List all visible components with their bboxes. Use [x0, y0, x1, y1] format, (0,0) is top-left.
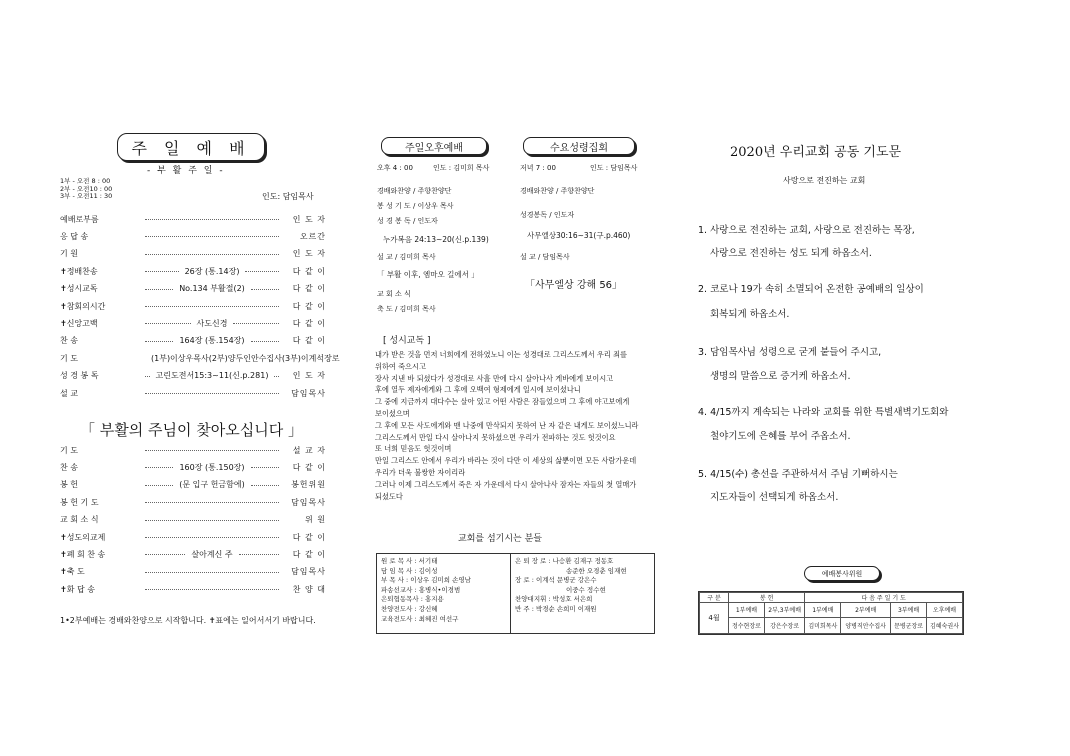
prayer-line: 4. 4/15까지 계속되는 나라와 교회를 위한 특별새벽기도회와 [698, 407, 949, 418]
wed-time: 저녁 7 : 00 [520, 164, 556, 172]
staff-line: 부 목 사 : 이상우 김미희 손영남 [381, 576, 471, 585]
order-leader: 인 도 자 [292, 214, 326, 224]
order-detail: 사도신경 [196, 318, 228, 328]
reading-title: [ 성시교독 ] [383, 336, 431, 346]
order-dots [245, 270, 279, 272]
pm-line: 봉 성 기 도 / 이상우 목사 [377, 202, 454, 210]
reading-line: 우리가 더욱 불쌍한 자이리라 [375, 467, 466, 477]
order-leader: 찬 양 대 [292, 584, 326, 594]
order-row [60, 335, 326, 347]
reading-line: 후에 열두 제자에게와 그 후에 오백여 형제에게 일시에 보이셨나니 [375, 385, 581, 395]
order-label: 찬 송 [60, 462, 78, 472]
order-detail: 26장 (통.14장) [184, 266, 240, 276]
afternoon-service-title-box [381, 137, 487, 155]
staff-line: 반 주 : 박경순 손희미 이재원 [515, 604, 597, 613]
order-leader: 다 같 이 [292, 336, 326, 346]
wed-line: 경배와찬양 / 주향찬양단 [520, 187, 595, 195]
order-label: 기 도 [60, 445, 78, 455]
order-label: 기 도 [60, 353, 78, 363]
pm-line: 경배와찬양 / 주향찬양단 [377, 187, 452, 195]
prayer-line: 5. 4/15(수) 총선을 주관하셔서 주님 기뻐하시는 [698, 469, 898, 480]
order-label: 응 답 송 [60, 231, 89, 241]
order-dots [145, 484, 173, 486]
order-dots [251, 288, 279, 290]
header-gubun: 구 분 [700, 593, 729, 603]
order-label: 설 교 [60, 388, 78, 398]
order-row [60, 461, 326, 473]
order-dots [251, 484, 279, 486]
order-detail: (1부)이상우목사(2부)양두인안수집사(3부)이계석장로 [151, 353, 340, 363]
pm-line: 성 경 봉 독 / 인도자 [377, 217, 438, 225]
order-leader: 봉헌위원 [291, 480, 326, 490]
order-leader: 위 원 [305, 515, 326, 525]
order-label: ✝정배찬송 [60, 266, 98, 276]
order-dots [145, 288, 173, 290]
reading-line: 또 너희 믿음도 헛것이며 [375, 444, 452, 454]
prayer-title: 2020년 우리교회 공동 기도문 [730, 145, 902, 160]
afternoon-service-title: 주일오후예배 [405, 142, 463, 154]
prayer-line: 1. 사랑으로 전진하는 교회, 사랑으로 전진하는 목장, [698, 225, 915, 236]
order-detail: 고린도전서15:3~11(신.p.281) [155, 371, 269, 381]
order-leader: 인 도 자 [292, 249, 326, 259]
order-dots [145, 588, 279, 590]
name-cell: 양병직안수집사 [841, 617, 891, 633]
order-row [60, 479, 326, 491]
staff-line: 교육전도사 : 최혜진 여선구 [381, 614, 459, 623]
order-leader: 다 같 이 [292, 266, 326, 276]
order-row [60, 300, 326, 312]
order-dots [145, 392, 279, 394]
order-row [60, 566, 326, 578]
order-dots [145, 375, 150, 377]
order-leader: 다 같 이 [292, 318, 327, 328]
order-leader: 다 같 이 [292, 284, 326, 294]
order-dots [145, 253, 279, 255]
order-label: ✝참회의시간 [60, 301, 106, 311]
staff-title: 교회를 섬기시는 분들 [458, 534, 542, 544]
header-next-prayer: 다 음 주 일 기 도 [805, 593, 963, 603]
order-dots [145, 322, 191, 324]
order-dots [145, 519, 279, 521]
order-label: ✝성시교독 [60, 284, 98, 294]
order-dots [145, 571, 279, 573]
order-label: ✝화 답 송 [60, 584, 95, 594]
order-row [60, 265, 326, 277]
order-row [60, 213, 326, 225]
service-time: 3부 - 오전11 : 30 [60, 192, 113, 200]
wednesday-service-title-box [523, 137, 635, 155]
wed-leader: 인도 : 담임목사 [590, 164, 638, 172]
order-detail: 160장 (통.150장) [179, 462, 245, 472]
order-row [60, 531, 326, 543]
reading-line: 위하여 죽으시고 [375, 361, 426, 371]
staff-line: 찬양대지휘 : 박성호 서은희 [515, 595, 593, 604]
order-label: 찬 송 [60, 336, 78, 346]
service-times [60, 178, 112, 201]
worship-committee-title-box [804, 566, 880, 581]
staff-line: 송준한 오경춘 임재현 [566, 566, 627, 575]
staff-line: 파송선교사 : 홍병식•이경범 [381, 585, 461, 594]
wed-sermon-title: 「사무엘상 강해 56」 [525, 280, 623, 291]
order-dots [145, 553, 185, 555]
order-leader: 설 교 자 [292, 445, 326, 455]
order-dots [251, 340, 279, 342]
order-dots [251, 466, 279, 468]
prayer-line: 철야기도에 은혜를 부어 주옵소서. [710, 431, 851, 442]
reading-line: 그리스도께서 만일 다시 살아나지 못하셨으면 우리가 전파하는 것도 헛것이요 [375, 432, 616, 442]
main-service-title: 주 일 예 배 [131, 138, 251, 158]
order-leader: 담임목사 [291, 567, 326, 577]
name-cell: 김미희목사 [805, 617, 841, 633]
order-leader: 다 같 이 [292, 532, 326, 542]
order-label: ✝신앙고백 [60, 318, 98, 328]
staff-right-col [511, 554, 654, 633]
order-detail: (문 입구 헌금함에) [179, 480, 245, 490]
order-row [60, 548, 326, 560]
order-label: ✝폐 회 찬 송 [60, 549, 106, 559]
staff-line: 장 로 : 이계석 문병군 강은수 [515, 576, 597, 585]
reading-line: 만일 그리스도 안에서 우리가 바라는 것이 다만 이 세상의 삶뿐이면 모든 사람가운데 [375, 456, 637, 466]
wed-line: 설 교 / 담임목사 [520, 253, 570, 261]
sermon-title: 「 부활의 주님이 찾아오십니다 」 [80, 421, 303, 439]
staff-line: 찬양전도사 : 강신혜 [381, 604, 438, 613]
pm-leader: 인도 : 김미희 목사 [433, 164, 490, 172]
order-leader: 오르간 [299, 231, 326, 241]
prayer-line: 지도자들이 선택되게 하옵소서. [710, 492, 839, 503]
order-detail: No.134 부활절(2) [179, 284, 245, 294]
order-label: 성 경 봉 독 [60, 371, 99, 381]
order-leader: 다 같 이 [292, 549, 326, 559]
order-label: 봉 헌 기 도 [60, 497, 99, 507]
sub-header: 오후예배 [927, 603, 963, 617]
order-dots [239, 553, 279, 555]
presider: 인도: 담임목사 [262, 192, 314, 201]
order-leader: 담임목사 [291, 497, 326, 507]
staff-left-col [377, 554, 511, 633]
order-row [60, 514, 326, 526]
order-row [60, 230, 326, 242]
order-dots [274, 375, 279, 377]
order-leader: 인 도 자 [292, 371, 326, 381]
order-label: ✝축 도 [60, 567, 85, 577]
order-label: 예배로부름 [60, 214, 99, 224]
reading-line: 보이셨으며 [375, 408, 410, 418]
wed-line: 사무엘상30:16~31(구.p.460) [527, 231, 631, 240]
order-row [60, 317, 326, 329]
order-dots [233, 322, 279, 324]
pm-line: 교 회 소 식 [377, 290, 411, 298]
pm-line: 축 도 / 김미희 목사 [377, 305, 436, 313]
order-dots [145, 501, 279, 503]
order-leader: 다 같 이 [292, 462, 326, 472]
staff-box [376, 553, 655, 634]
pm-sermon-title: 「 부활 이후, 엠마오 길에서 」 [377, 270, 479, 279]
reading-line: 그러나 이제 그리스도께서 죽은 자 가운데서 다시 살아나사 잠자는 자들의 첫 열매가 [375, 479, 637, 489]
sub-header: 3부예배 [891, 603, 927, 617]
order-dots [145, 466, 173, 468]
order-dots [145, 340, 173, 342]
prayer-subtitle: 사랑으로 전진하는 교회 [783, 176, 866, 185]
order-dots [145, 449, 279, 451]
staff-line: 은 퇴 장 로 : 나승환 김재구 정동호 [515, 557, 614, 565]
order-dots [145, 305, 279, 307]
order-row [60, 387, 326, 399]
order-row [60, 370, 326, 382]
order-row [60, 248, 326, 260]
prayer-line: 3. 담임목사님 성령으로 굳게 붙들어 주시고, [698, 347, 882, 358]
name-cell: 강은수장로 [764, 617, 804, 633]
order-row [60, 352, 340, 364]
order-dots [145, 235, 279, 237]
pm-line: 누가복음 24:13~20(신.p.139) [383, 235, 489, 244]
reading-line: 그 중에 지금까지 대다수는 살아 있고 어떤 사람은 잠들었으며 그 후에 야고보에게 [375, 397, 630, 407]
staff-line: 담 임 목 사 : 김이성 [381, 566, 438, 575]
service-time: 2부 - 오전10 : 00 [60, 184, 113, 193]
worship-committee-table [698, 591, 964, 635]
sub-header: 2부,3부예배 [764, 603, 804, 617]
order-row [60, 283, 326, 295]
name-cell: 문병군장로 [891, 617, 927, 633]
month-cell: 4월 [700, 603, 729, 634]
order-row [60, 444, 326, 456]
order-detail: 164장 (통.154장) [179, 336, 245, 346]
reading-line: 장사 지낸 바 되셨다가 성경대로 사흘 만에 다시 살아나사 게바에게 보이시고 [375, 373, 614, 383]
order-label: 교 회 소 식 [60, 515, 99, 525]
reading-line: 되셨도다 [375, 491, 403, 501]
pm-time: 오후 4 : 00 [377, 164, 413, 172]
order-leader: 다 같 이 [292, 301, 326, 311]
prayer-line: 사랑으로 전진하는 성도 되게 하옵소서. [710, 248, 872, 259]
reading-line: 내가 받은 것을 먼저 너희에게 전하였노니 이는 성경대로 그리스도께서 우리 죄를 [375, 350, 627, 359]
prayer-line: 생명의 말씀으로 증거케 하옵소서. [710, 371, 851, 382]
order-dots [145, 270, 179, 272]
wednesday-service-title: 수요성령집회 [550, 142, 608, 154]
order-dots [145, 218, 279, 220]
prayer-line: 2. 코로나 19가 속히 소멸되어 온전한 공예배의 일상이 [698, 284, 924, 295]
responsive-reading [375, 349, 670, 502]
footnote: 1•2부예배는 경배와찬양으로 시작합니다. ✝표에는 일어서서기 바랍니다. [60, 616, 316, 625]
order-dots [145, 536, 279, 538]
pm-line: 설 교 / 김미희 목사 [377, 253, 436, 261]
staff-line: 은퇴협동목사 : 홍지용 [381, 595, 444, 604]
sub-header: 2부예배 [841, 603, 891, 617]
header-offering: 봉 헌 [729, 593, 805, 603]
main-service-title-box [117, 133, 265, 161]
order-row [60, 583, 326, 595]
order-leader: 담임목사 [291, 388, 326, 398]
name-cell: 김혜숙권사 [927, 617, 963, 633]
staff-line: 이중수 정수현 [566, 585, 606, 594]
wed-line: 성경봉독 / 인도자 [520, 211, 575, 219]
prayer-line: 회복되게 하옵소서. [710, 309, 790, 320]
order-label: 봉 헌 [60, 480, 78, 490]
order-detail: 살아계신 주 [191, 549, 233, 559]
name-cell: 정수현장로 [729, 617, 765, 633]
service-time: 1부 - 오전 8 : 00 [60, 177, 111, 185]
order-row [60, 496, 326, 508]
main-service-subtitle: - 부 활 주 일 - [147, 166, 225, 176]
staff-line: 원 로 목 사 : 서기태 [381, 557, 438, 565]
sub-header: 1부예배 [729, 603, 765, 617]
reading-line: 그 후에 모든 사도에게와 맨 나중에 만삭되지 못하여 난 자 같은 내게도 보이셨느니라 [375, 420, 639, 430]
order-label: 기 원 [60, 249, 78, 259]
order-label: ✝성도의교제 [60, 532, 106, 542]
worship-committee-title: 예배봉사위원 [821, 569, 863, 578]
sub-header: 1부예배 [805, 603, 841, 617]
